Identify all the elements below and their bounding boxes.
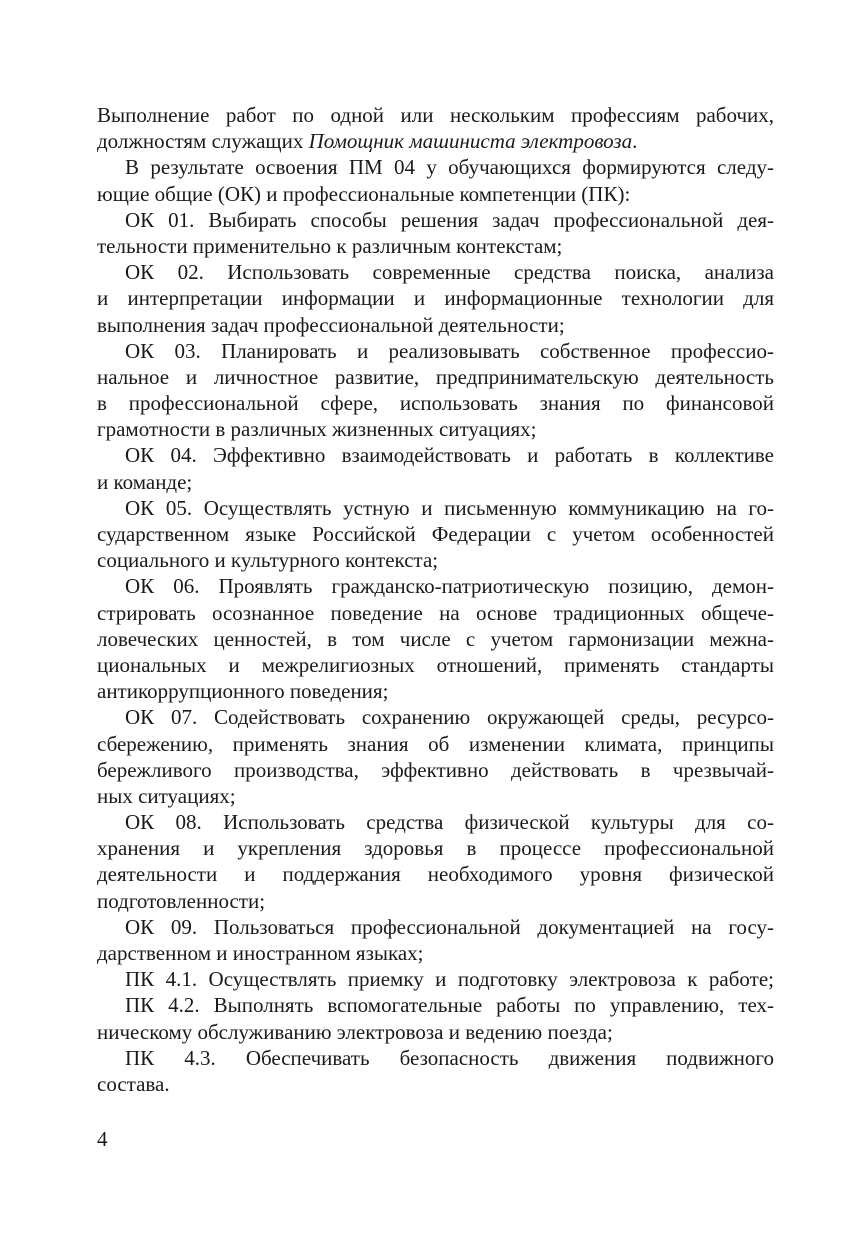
text-line: сударственном языке Российской Федерации с учетом особенностей <box>97 522 774 546</box>
intro-text: должностям служащих <box>97 129 309 154</box>
text-line: хранения и укрепления здоровья в процессе профессиональной <box>97 836 774 861</box>
paragraph <box>97 573 774 704</box>
paragraph <box>97 338 774 443</box>
text-line: ническому обслуживанию электровоза и ведению поезда; <box>97 1019 613 1044</box>
paragraph <box>97 1045 774 1097</box>
text-line: и интерпретации информации и информационные технологии для <box>97 286 774 311</box>
text-line: ОК 01. Выбирать способы решения задач профессиональной дея- <box>125 207 774 232</box>
text-line: антикоррупционного поведения; <box>97 679 389 704</box>
paragraph <box>97 495 774 574</box>
text-line: нальное и личностное развитие, предпринимательскую деятельность <box>97 364 774 389</box>
paragraph <box>97 442 774 494</box>
text-line: ОК 04. Эффективно взаимодействовать и работать в коллективе <box>125 443 774 468</box>
paragraph <box>97 992 774 1044</box>
text-line: ОК 03. Планировать и реализовывать собственное профессио- <box>125 338 774 363</box>
text-line: и команде; <box>97 469 193 494</box>
text-line: ПК 4.2. Выполнять вспомогательные работы по управлению, тех- <box>125 993 774 1018</box>
paragraph <box>97 207 774 259</box>
text-line: ОК 06. Проявлять гражданско-патриотическую позицию, демон- <box>125 574 774 599</box>
text-line: выполнения задач профессиональной деятельности; <box>97 312 565 337</box>
text-line: дарственном и иностранном языках; <box>97 941 424 965</box>
text-line: ОК 05. Осуществлять устную и письменную коммуникацию на го- <box>125 495 774 520</box>
page-number: 4 <box>97 1127 108 1151</box>
text-line: сбережению, применять знания об изменении климата, принципы <box>97 731 774 756</box>
text-line: циональных и межрелигиозных отношений, применять стандарты <box>97 652 774 677</box>
text-line: ных ситуациях; <box>97 783 236 808</box>
text-line: в профессиональной сфере, использовать знания по финансовой <box>97 391 774 416</box>
text-line: стрировать осознанное поведение на основе традиционных общече- <box>97 600 774 625</box>
text-line: ПК 4.3. Обеспечивать безопасность движения подвижного <box>125 1045 774 1070</box>
text-line: бережливого производства, эффективно действовать в чрезвычай- <box>97 757 774 782</box>
text-line: ПК 4.1. Осуществлять приемку и подготовку электровоза к работе; <box>125 967 774 992</box>
paragraph <box>97 154 774 206</box>
document-body <box>97 102 774 1097</box>
text-line: ющие общие (ОК) и профессиональные компетенции (ПК): <box>97 181 631 206</box>
text-line: ОК 02. Использовать современные средства поиска, анализа <box>125 260 774 285</box>
text-line: деятельности и поддержания необходимого уровня физической <box>97 862 774 887</box>
text-line: ОК 07. Содействовать сохранению окружающей среды, ресурсо- <box>125 705 774 730</box>
text-line: ОК 09. Пользоваться профессиональной документацией на госу- <box>125 914 774 939</box>
paragraph <box>97 809 774 914</box>
text-line: ОК 08. Использовать средства физической культуры для со- <box>125 810 774 835</box>
paragraph <box>97 966 774 992</box>
text-line: состава. <box>97 1071 170 1096</box>
profession-title: Помощник машиниста электровоза <box>308 129 633 154</box>
paragraph <box>97 704 774 809</box>
intro-line-1: Выполнение работ по одной или нескольким профессиям рабочих, <box>97 103 774 127</box>
text-line: социального и культурного контекста; <box>97 548 439 573</box>
paragraph <box>97 259 774 338</box>
text-line: подготовленности; <box>97 888 266 913</box>
text-line: тельности применительно к различным контекстам; <box>97 233 563 258</box>
text-line: грамотности в различных жизненных ситуациях; <box>97 417 537 442</box>
text-line: В результате освоения ПМ 04 у обучающихся формируются следу- <box>125 155 774 180</box>
intro-line-2 <box>97 128 774 154</box>
intro-period: . <box>632 129 638 154</box>
text-line: ловеческих ценностей, в том числе с учетом гармонизации межна- <box>97 626 774 651</box>
paragraph <box>97 914 774 966</box>
